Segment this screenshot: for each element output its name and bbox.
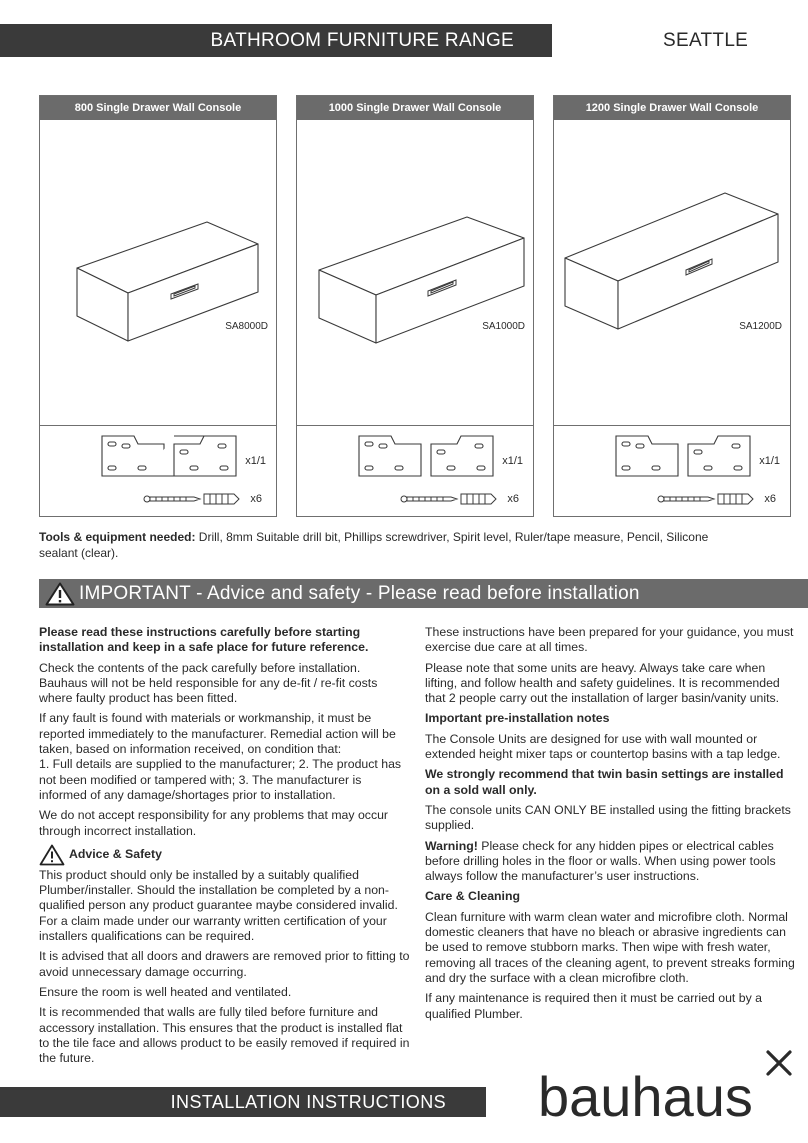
product-code: SA8000D [225, 321, 268, 332]
product-code: SA1200D [739, 321, 782, 332]
paragraph: It is advised that all doors and drawers are removed prior to fitting to avoid unnecessary damage occurring. [39, 949, 410, 979]
important-title: IMPORTANT - Advice and safety - Please read before installation [79, 583, 640, 604]
paragraph: Check the contents of the pack carefully before installation. Bauhaus will not be held responsible for any de-fit / re-fit costs where faulty product has been fitted. [39, 660, 378, 706]
console-illustration [297, 120, 533, 425]
product-panel-1200 [553, 95, 791, 517]
fixings-area [554, 426, 790, 516]
paragraph: Ensure the room is well heated and ventilated. [39, 984, 292, 999]
bracket-icon [616, 436, 750, 476]
footer-label: INSTALLATION INSTRUCTIONS [170, 1092, 446, 1112]
advice-heading-text: Advice & Safety [69, 847, 162, 862]
bracket-quantity: x1/1 [759, 455, 780, 467]
product-panel-1000 [296, 95, 534, 517]
conditions-list: 1. Full details are supplied to the manufacturer; 2. The product has not been modified or tampered with; 3. The manufacturer is informed of any damage/shortages prior to installation. [39, 757, 402, 802]
bracket-quantity: x1/1 [245, 455, 266, 467]
paragraph: This product should only be installed by a suitably qualified Plumber/installer. Should the installation be completed by a non-qualified person any product guarantee maybe considered invalid. For a claim made under our warranty written certification of your installers qualifications can be required. [39, 867, 398, 944]
bracket-icon [102, 436, 236, 476]
paragraph: It is recommended that walls are fully tiled before furniture and accessory installation. This ensures that the product is installed flat to the tile face and allows product to be easily removed if required in the future. [39, 1005, 410, 1066]
fixings-area [297, 426, 533, 516]
warning-triangle-icon [45, 582, 75, 606]
product-title: 1000 Single Drawer Wall Console [297, 96, 533, 120]
product-title: 800 Single Drawer Wall Console [40, 96, 276, 120]
product-code: SA1000D [482, 321, 525, 332]
bracket-quantity: x1/1 [502, 455, 523, 467]
paragraph: If any maintenance is required then it must be carried out by a qualified Plumber. [425, 991, 762, 1021]
tools-label: Tools & equipment needed: [39, 530, 196, 544]
important-banner [39, 579, 808, 608]
warning-text: Please check for any hidden pipes or electrical cables before drilling holes in the floor or walls. When using power tools always follow the manufacturer’s user instructions. [425, 838, 776, 884]
left-column [39, 625, 411, 1071]
paragraph: We do not accept responsibility for any problems that may occur through incorrect installation. [39, 808, 389, 838]
bauhaus-logo [538, 1048, 794, 1124]
paragraph: These instructions have been prepared for your guidance, you must exercise due care at all times. [425, 625, 794, 655]
advice-heading [39, 844, 411, 866]
product-title: 1200 Single Drawer Wall Console [554, 96, 790, 120]
fixings-area [40, 426, 276, 516]
screw-quantity: x6 [507, 493, 519, 505]
wall-plug-icon [718, 494, 753, 504]
page-title: BATHROOM FURNITURE RANGE [210, 30, 514, 51]
right-column [425, 625, 795, 1027]
product-panel-800 [39, 95, 277, 517]
screw-quantity: x6 [764, 493, 776, 505]
intro-paragraph: Please read these instructions carefully before starting installation and keep in a safe place for future reference. [39, 625, 369, 655]
wall-plug-icon [204, 494, 239, 504]
screw-icon [658, 496, 714, 502]
care-heading: Care & Cleaning [425, 889, 520, 904]
bracket-icon [359, 436, 493, 476]
paragraph: Please note that some units are heavy. Always take care when lifting, and follow health and safety guidelines. It is recommended that 2 people carry out the installation of larger basin/vanity units. [425, 660, 780, 706]
paragraph: We strongly recommend that twin basin settings are installed on a sold wall only. [425, 767, 784, 797]
paragraph: Clean furniture with warm clean water and microfibre cloth. Normal domestic cleaners that have no bleach or abrasive ingredients can be used to remove stubborn marks. Then wipe with fresh water, removing all traces of the cleaning agent, to prevent streaks forming and dry the surface with a clean microfibre cloth. [425, 909, 795, 985]
screw-icon [144, 496, 200, 502]
warning-label: Warning! [425, 838, 478, 853]
paragraph: The Console Units are designed for use with wall mounted or extended height mixer taps or countertop basins with a tap ledge. [425, 731, 781, 762]
console-illustration [554, 120, 790, 425]
paragraph [39, 711, 411, 803]
screw-quantity: x6 [250, 493, 262, 505]
warning-triangle-icon [39, 844, 65, 866]
paragraph: The console units CAN ONLY BE installed using the fitting brackets supplied. [425, 802, 791, 833]
series-name: SEATTLE [663, 30, 749, 51]
wall-plug-icon [461, 494, 496, 504]
brand-wordmark: bauhaus [538, 1065, 753, 1124]
pre-installation-heading: Important pre-installation notes [425, 711, 610, 726]
warning-paragraph [425, 839, 795, 885]
tools-needed [39, 529, 739, 561]
paragraph-text: If any fault is found with materials or workmanship, it must be reported immediately to the manufacturer. Remedial action will be taken, based on information received, on condition that: [39, 711, 396, 757]
console-illustration [40, 120, 276, 425]
tools-text: Drill, 8mm Suitable drill bit, Phillips screwdriver, Spirit level, Ruler/tape measure, Pencil, Silicone sealant (clear). [39, 530, 709, 560]
screw-icon [401, 496, 457, 502]
